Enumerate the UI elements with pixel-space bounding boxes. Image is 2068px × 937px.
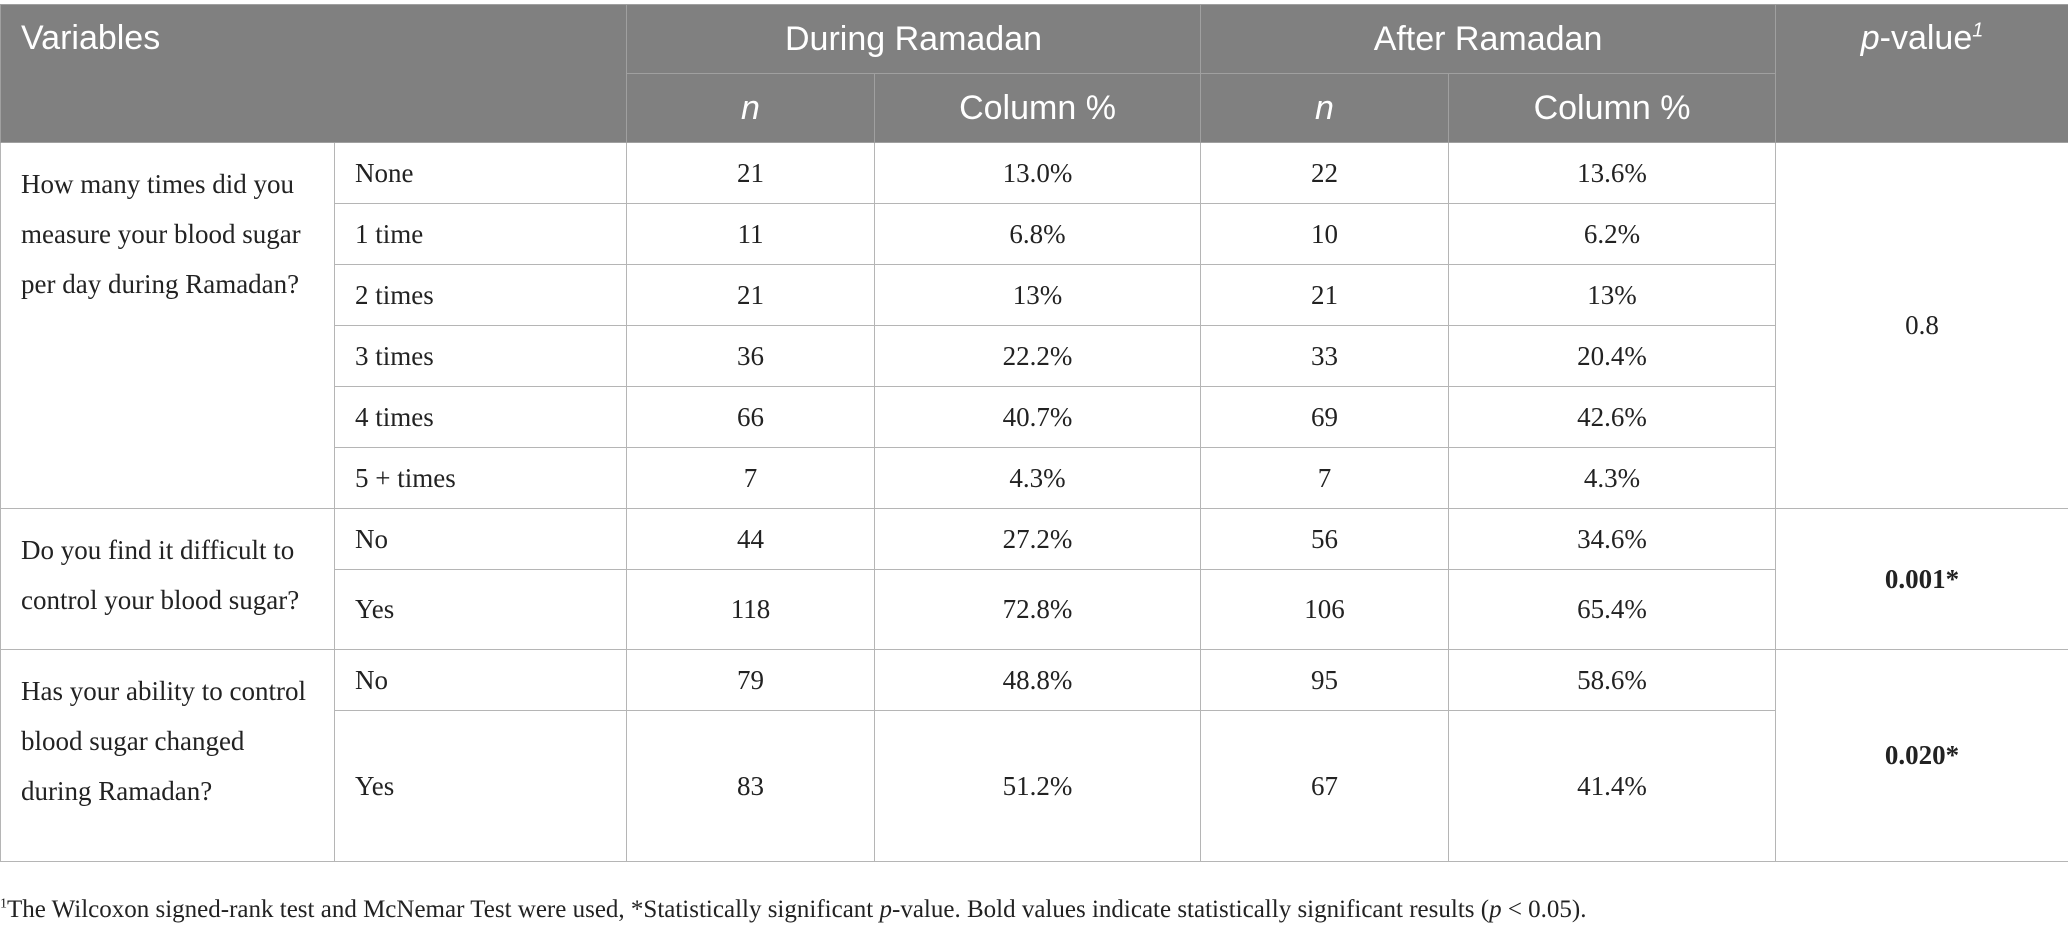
after-pct-cell: 20.4%: [1449, 326, 1776, 387]
header-variables: Variables: [1, 5, 627, 143]
table-row: [1, 143, 2068, 204]
header-p-sup: 1: [1972, 19, 1984, 42]
after-pct-cell: 65.4%: [1449, 570, 1776, 650]
after-n-cell: 7: [1201, 448, 1449, 509]
option-cell: 5 + times: [335, 448, 627, 509]
p-value-cell: 0.8: [1776, 143, 2068, 509]
header-during-ramadan: During Ramadan: [627, 5, 1201, 74]
during-pct-cell: 4.3%: [875, 448, 1201, 509]
after-pct-cell: 42.6%: [1449, 387, 1776, 448]
header-after-col-pct: Column %: [1449, 74, 1776, 143]
header-during-n: n: [627, 74, 875, 143]
option-cell: Yes: [335, 711, 627, 862]
during-pct-cell: 48.8%: [875, 650, 1201, 711]
table-footnote: [0, 896, 2068, 924]
during-pct-cell: 72.8%: [875, 570, 1201, 650]
after-pct-cell: 13%: [1449, 265, 1776, 326]
during-n-cell: 83: [627, 711, 875, 862]
footnote-text-3: < 0.05).: [1501, 896, 1587, 923]
question-cell: Do you find it difficult to control your blood sugar?: [1, 509, 335, 650]
after-pct-cell: 4.3%: [1449, 448, 1776, 509]
after-n-cell: 33: [1201, 326, 1449, 387]
option-cell: 2 times: [335, 265, 627, 326]
during-n-cell: 118: [627, 570, 875, 650]
footnote-marker: 1: [0, 896, 7, 912]
option-cell: None: [335, 143, 627, 204]
during-pct-cell: 51.2%: [875, 711, 1201, 862]
after-n-cell: 67: [1201, 711, 1449, 862]
during-n-cell: 44: [627, 509, 875, 570]
after-n-cell: 106: [1201, 570, 1449, 650]
option-cell: 4 times: [335, 387, 627, 448]
after-n-cell: 10: [1201, 204, 1449, 265]
option-cell: No: [335, 650, 627, 711]
after-pct-cell: 34.6%: [1449, 509, 1776, 570]
p-value-cell: 0.001*: [1776, 509, 2068, 650]
option-cell: 1 time: [335, 204, 627, 265]
footnote-text-1: The Wilcoxon signed-rank test and McNemar Test were used, *Statistically significant: [7, 896, 880, 923]
after-pct-cell: 41.4%: [1449, 711, 1776, 862]
after-pct-cell: 13.6%: [1449, 143, 1776, 204]
during-pct-cell: 13.0%: [875, 143, 1201, 204]
during-pct-cell: 40.7%: [875, 387, 1201, 448]
after-pct-cell: 6.2%: [1449, 204, 1776, 265]
during-n-cell: 11: [627, 204, 875, 265]
during-pct-cell: 27.2%: [875, 509, 1201, 570]
after-n-cell: 95: [1201, 650, 1449, 711]
table-body: [1, 143, 2068, 862]
after-n-cell: 56: [1201, 509, 1449, 570]
during-pct-cell: 6.8%: [875, 204, 1201, 265]
header-p-letter: p: [1860, 19, 1880, 57]
footnote-italic-p: p: [879, 896, 892, 923]
after-n-cell: 69: [1201, 387, 1449, 448]
after-n-cell: 22: [1201, 143, 1449, 204]
results-table: [0, 4, 2068, 862]
question-cell: Has your ability to control blood sugar changed during Ramadan?: [1, 650, 335, 862]
p-value-cell: 0.020*: [1776, 650, 2068, 862]
during-n-cell: 79: [627, 650, 875, 711]
during-n-cell: 36: [627, 326, 875, 387]
option-cell: No: [335, 509, 627, 570]
during-n-cell: 21: [627, 143, 875, 204]
after-pct-cell: 58.6%: [1449, 650, 1776, 711]
during-n-cell: 7: [627, 448, 875, 509]
header-after-ramadan: After Ramadan: [1201, 5, 1776, 74]
during-pct-cell: 22.2%: [875, 326, 1201, 387]
table-row: [1, 509, 2068, 570]
header-during-col-pct: Column %: [875, 74, 1201, 143]
option-cell: Yes: [335, 570, 627, 650]
footnote-text-2: -value. Bold values indicate statistically significant results (: [892, 896, 1490, 923]
during-n-cell: 21: [627, 265, 875, 326]
header-after-n: n: [1201, 74, 1449, 143]
option-cell: 3 times: [335, 326, 627, 387]
during-pct-cell: 13%: [875, 265, 1201, 326]
header-p-value: [1776, 5, 2068, 143]
footnote-italic-p-2: p: [1489, 896, 1502, 923]
after-n-cell: 21: [1201, 265, 1449, 326]
question-cell: How many times did you measure your blood sugar per day during Ramadan?: [1, 143, 335, 509]
header-p-rest: -value: [1879, 19, 1973, 57]
during-n-cell: 66: [627, 387, 875, 448]
table-row: [1, 650, 2068, 711]
